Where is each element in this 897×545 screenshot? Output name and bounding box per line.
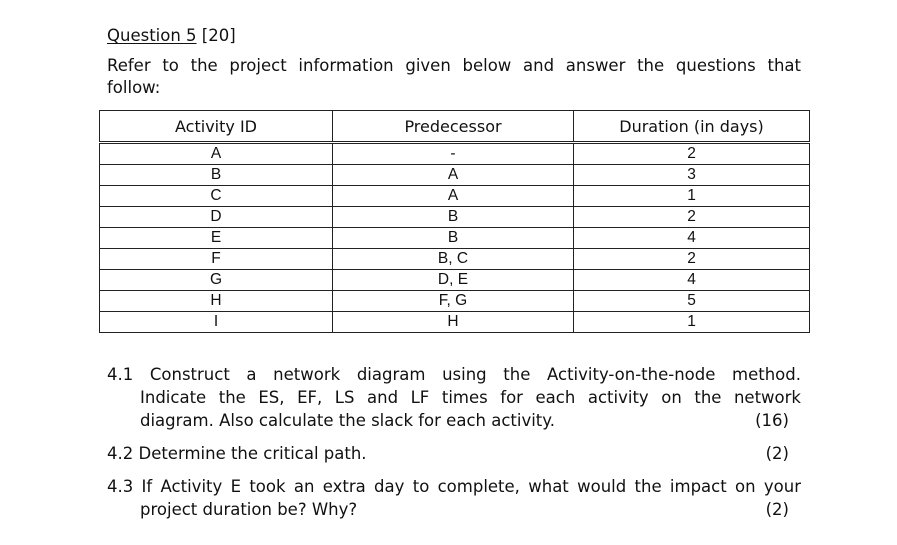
table-header-row	[100, 111, 810, 143]
activity-id-cell: G	[100, 270, 333, 291]
table-row	[100, 165, 810, 186]
table-row	[100, 249, 810, 270]
table-row	[100, 312, 810, 333]
activity-id-cell: I	[100, 312, 333, 333]
subquestion-4-3-line-2: project duration be? Why?	[140, 500, 358, 519]
intro-line-1: Refer to the project information given below and answer the questions that	[107, 56, 801, 75]
predecessor-cell: B	[333, 228, 574, 249]
activity-id-cell: A	[100, 143, 333, 165]
predecessor-cell: A	[333, 165, 574, 186]
duration-cell: 2	[574, 143, 810, 165]
table-row	[100, 207, 810, 228]
duration-cell: 1	[574, 186, 810, 207]
header-predecessor: Predecessor	[333, 111, 574, 143]
duration-cell: 1	[574, 312, 810, 333]
activity-id-cell: D	[100, 207, 333, 228]
predecessor-cell: B, C	[333, 249, 574, 270]
subquestion-4-2	[107, 442, 801, 465]
subquestion-4-2-line-1: 4.2 Determine the critical path.	[107, 444, 367, 463]
question-intro	[107, 55, 801, 99]
subquestion-4-1-marks: (16)	[755, 411, 789, 430]
intro-line-2: follow:	[107, 78, 161, 97]
subquestion-4-3-line-1: 4.3 If Activity E took an extra day to complete, what would the impact on your	[107, 477, 801, 496]
duration-cell: 5	[574, 291, 810, 312]
activity-id-cell: H	[100, 291, 333, 312]
predecessor-cell: H	[333, 312, 574, 333]
predecessor-cell: A	[333, 186, 574, 207]
duration-cell: 4	[574, 228, 810, 249]
activity-id-cell: C	[100, 186, 333, 207]
duration-cell: 4	[574, 270, 810, 291]
table-row	[100, 270, 810, 291]
question-title	[107, 25, 236, 47]
activity-id-cell: B	[100, 165, 333, 186]
activity-id-cell: E	[100, 228, 333, 249]
question-marks: [20]	[201, 26, 236, 45]
duration-cell: 3	[574, 165, 810, 186]
predecessor-cell: B	[333, 207, 574, 228]
predecessor-cell: F, G	[333, 291, 574, 312]
predecessor-cell: D, E	[333, 270, 574, 291]
table-row	[100, 291, 810, 312]
predecessor-cell: -	[333, 143, 574, 165]
duration-cell: 2	[574, 207, 810, 228]
activity-table	[99, 110, 810, 333]
subquestion-4-1-line-2: Indicate the ES, EF, LS and LF times for each activity on the network	[140, 388, 801, 407]
table-row	[100, 228, 810, 249]
header-duration: Duration (in days)	[574, 111, 810, 143]
activity-id-cell: F	[100, 249, 333, 270]
subquestion-4-3-marks: (2)	[765, 500, 789, 519]
subquestion-4-3	[107, 475, 801, 521]
subquestion-4-1-line-3: diagram. Also calculate the slack for each activity.	[140, 411, 555, 430]
subquestion-4-2-marks: (2)	[765, 444, 789, 463]
table-row	[100, 186, 810, 207]
subquestion-4-1-line-1: 4.1 Construct a network diagram using the Activity-on-the-node method.	[107, 365, 801, 384]
table-row	[100, 143, 810, 165]
header-activity-id: Activity ID	[100, 111, 333, 143]
question-label: Question 5	[107, 26, 197, 45]
duration-cell: 2	[574, 249, 810, 270]
subquestion-4-1	[107, 363, 801, 432]
